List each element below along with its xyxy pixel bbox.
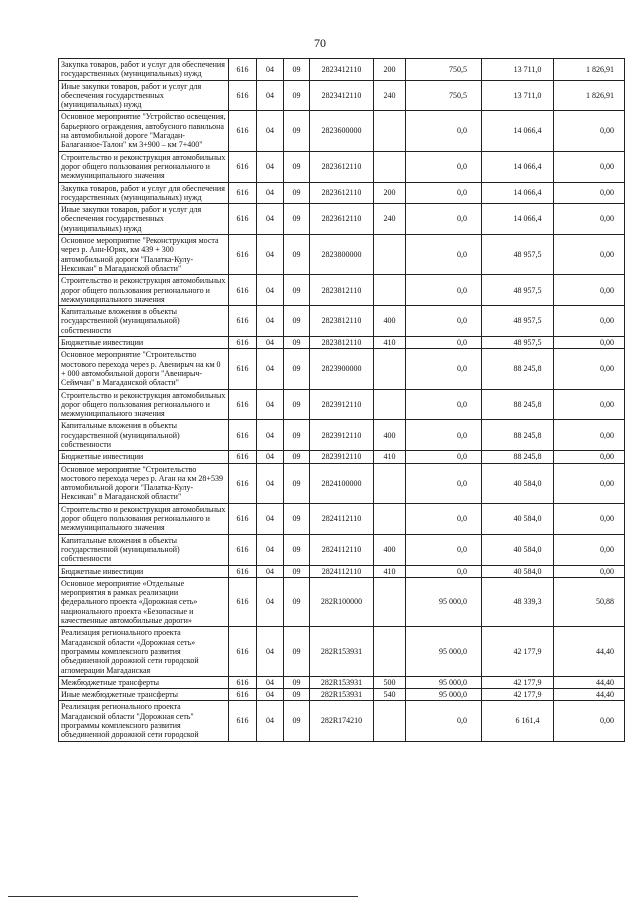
amount-fact-cell: 88 245,8 [482,451,554,463]
table-row [59,59,625,81]
amount-plan-cell: 95 000,0 [406,577,482,626]
percent-cell: 44,40 [554,627,625,676]
row-name-cell: Капитальные вложения в объекты государственной (муниципальной) собственности [59,306,229,337]
amount-plan-cell: 0,0 [406,565,482,577]
table-row [59,451,625,463]
amount-plan-cell: 0,0 [406,420,482,451]
page-bottom-rule [8,896,358,897]
subsection-code-cell: 09 [284,565,310,577]
amount-plan-cell: 750,5 [406,80,482,111]
target-article-cell: 2824100000 [310,463,374,503]
expense-type-cell [374,627,406,676]
subsection-code-cell: 09 [284,701,310,741]
target-article-cell: 2823812110 [310,306,374,337]
amount-fact-cell: 48 957,5 [482,306,554,337]
section-code-cell: 04 [257,565,284,577]
section-code-cell: 04 [257,503,284,534]
table-row [59,182,625,204]
admin-code-cell: 616 [229,306,257,337]
expense-type-cell: 410 [374,337,406,349]
table-row [59,349,625,389]
amount-fact-cell: 88 245,8 [482,349,554,389]
target-article-cell: 2823812110 [310,337,374,349]
amount-fact-cell: 40 584,0 [482,534,554,565]
admin-code-cell: 616 [229,565,257,577]
row-name-cell: Закупка товаров, работ и услуг для обеспечения государственных (муниципальных) нужд [59,59,229,81]
row-name-cell: Иные межбюджетные трансферты [59,689,229,701]
subsection-code-cell: 09 [284,676,310,688]
section-code-cell: 04 [257,627,284,676]
expense-type-cell: 400 [374,306,406,337]
row-name-cell: Капитальные вложения в объекты государственной (муниципальной) собственности [59,420,229,451]
expense-type-cell: 540 [374,689,406,701]
percent-cell: 0,00 [554,389,625,420]
subsection-code-cell: 09 [284,59,310,81]
admin-code-cell: 616 [229,204,257,235]
row-name-cell: Основное мероприятие "Реконструкция моста через р. Анн-Юрях, км 439 + 300 автомобильной дороги "Палатка-Кулу-Нексикан" в Магаданской области" [59,235,229,275]
target-article-cell: 2823600000 [310,111,374,151]
table-row [59,389,625,420]
admin-code-cell: 616 [229,59,257,81]
amount-plan-cell: 750,5 [406,59,482,81]
subsection-code-cell: 09 [284,389,310,420]
admin-code-cell: 616 [229,182,257,204]
percent-cell: 0,00 [554,463,625,503]
table-row [59,577,625,626]
subsection-code-cell: 09 [284,337,310,349]
admin-code-cell: 616 [229,275,257,306]
section-code-cell: 04 [257,337,284,349]
amount-fact-cell: 48 339,3 [482,577,554,626]
subsection-code-cell: 09 [284,503,310,534]
subsection-code-cell: 09 [284,151,310,182]
section-code-cell: 04 [257,59,284,81]
amount-fact-cell: 42 177,9 [482,627,554,676]
target-article-cell: 2823612110 [310,151,374,182]
subsection-code-cell: 09 [284,111,310,151]
admin-code-cell: 616 [229,80,257,111]
amount-fact-cell: 14 066,4 [482,111,554,151]
row-name-cell: Межбюджетные трансферты [59,676,229,688]
table-row [59,151,625,182]
amount-plan-cell: 0,0 [406,275,482,306]
target-article-cell: 282R153931 [310,627,374,676]
budget-table [58,58,625,742]
page-number: 70 [314,36,326,50]
amount-plan-cell: 0,0 [406,389,482,420]
target-article-cell: 282R174210 [310,701,374,741]
row-name-cell: Основное мероприятие "Строительство мостового перехода через р. Авенирыч на км 0 + 000 автомобильной дороги "Авенирыч-Сеймчан" в Магаданской области" [59,349,229,389]
admin-code-cell: 616 [229,463,257,503]
amount-fact-cell: 40 584,0 [482,503,554,534]
expense-type-cell: 500 [374,676,406,688]
expense-type-cell: 240 [374,204,406,235]
amount-fact-cell: 88 245,8 [482,389,554,420]
section-code-cell: 04 [257,349,284,389]
amount-fact-cell: 48 957,5 [482,235,554,275]
amount-plan-cell: 0,0 [406,503,482,534]
expense-type-cell [374,349,406,389]
target-article-cell: 2823412110 [310,59,374,81]
amount-fact-cell: 13 711,0 [482,59,554,81]
amount-plan-cell: 0,0 [406,204,482,235]
section-code-cell: 04 [257,111,284,151]
percent-cell: 0,00 [554,235,625,275]
admin-code-cell: 616 [229,577,257,626]
section-code-cell: 04 [257,275,284,306]
admin-code-cell: 616 [229,503,257,534]
expense-type-cell [374,151,406,182]
percent-cell: 44,40 [554,676,625,688]
percent-cell: 0,00 [554,306,625,337]
amount-fact-cell: 14 066,4 [482,151,554,182]
expense-type-cell: 200 [374,59,406,81]
percent-cell: 0,00 [554,701,625,741]
expense-type-cell [374,463,406,503]
amount-plan-cell: 0,0 [406,451,482,463]
row-name-cell: Бюджетные инвестиции [59,337,229,349]
target-article-cell: 282R100000 [310,577,374,626]
amount-fact-cell: 14 066,4 [482,204,554,235]
row-name-cell: Строительство и реконструкция автомобильных дорог общего пользования регионального и межмуниципального значения [59,503,229,534]
percent-cell: 0,00 [554,151,625,182]
subsection-code-cell: 09 [284,689,310,701]
expense-type-cell [374,235,406,275]
admin-code-cell: 616 [229,337,257,349]
amount-fact-cell: 6 161,4 [482,701,554,741]
target-article-cell: 2823912110 [310,451,374,463]
table-row [59,111,625,151]
amount-plan-cell: 0,0 [406,463,482,503]
row-name-cell: Иные закупки товаров, работ и услуг для обеспечения государственных (муниципальных) нужд [59,204,229,235]
amount-fact-cell: 48 957,5 [482,337,554,349]
expense-type-cell: 200 [374,182,406,204]
section-code-cell: 04 [257,451,284,463]
percent-cell: 44,40 [554,689,625,701]
admin-code-cell: 616 [229,235,257,275]
subsection-code-cell: 09 [284,577,310,626]
amount-plan-cell: 95 000,0 [406,676,482,688]
section-code-cell: 04 [257,534,284,565]
section-code-cell: 04 [257,676,284,688]
amount-fact-cell: 14 066,4 [482,182,554,204]
percent-cell: 0,00 [554,565,625,577]
table-row [59,701,625,741]
target-article-cell: 2823912110 [310,420,374,451]
target-article-cell: 2824112110 [310,503,374,534]
admin-code-cell: 616 [229,389,257,420]
amount-fact-cell: 13 711,0 [482,80,554,111]
amount-fact-cell: 88 245,8 [482,420,554,451]
amount-plan-cell: 0,0 [406,182,482,204]
table-row [59,337,625,349]
amount-plan-cell: 0,0 [406,349,482,389]
expense-type-cell [374,111,406,151]
table-row [59,235,625,275]
expense-type-cell [374,389,406,420]
row-name-cell: Строительство и реконструкция автомобильных дорог общего пользования регионального и межмуниципального значения [59,151,229,182]
admin-code-cell: 616 [229,701,257,741]
table-row [59,463,625,503]
table-row [59,306,625,337]
section-code-cell: 04 [257,151,284,182]
percent-cell: 50,88 [554,577,625,626]
row-name-cell: Бюджетные инвестиции [59,565,229,577]
expense-type-cell [374,503,406,534]
amount-plan-cell: 0,0 [406,534,482,565]
expense-type-cell [374,275,406,306]
expense-type-cell [374,577,406,626]
expense-type-cell: 400 [374,534,406,565]
target-article-cell: 282R153931 [310,676,374,688]
percent-cell: 1 826,91 [554,59,625,81]
percent-cell: 0,00 [554,182,625,204]
percent-cell: 0,00 [554,534,625,565]
table-row [59,275,625,306]
target-article-cell: 2824112110 [310,565,374,577]
percent-cell: 1 826,91 [554,80,625,111]
percent-cell: 0,00 [554,349,625,389]
row-name-cell: Капитальные вложения в объекты государственной (муниципальной) собственности [59,534,229,565]
target-article-cell: 2823612110 [310,182,374,204]
section-code-cell: 04 [257,306,284,337]
subsection-code-cell: 09 [284,306,310,337]
row-name-cell: Бюджетные инвестиции [59,451,229,463]
subsection-code-cell: 09 [284,182,310,204]
row-name-cell: Основное мероприятие «Отдельные мероприятия в рамках реализации федерального проекта «Дорожная сеть» национального проекта «Безопасные и качественные автомобильные дороги» [59,577,229,626]
subsection-code-cell: 09 [284,204,310,235]
admin-code-cell: 616 [229,151,257,182]
target-article-cell: 2823800000 [310,235,374,275]
row-name-cell: Основное мероприятие "Строительство мостового перехода через р. Аган на км 28+539 автомобильной дороги "Палатка-Кулу-Нексикан" в Магаданской области" [59,463,229,503]
table-row [59,80,625,111]
section-code-cell: 04 [257,80,284,111]
row-name-cell: Реализация регионального проекта Магаданской области "Дорожная сеть" программы комплексного развития объединенной дорожной сети городской [59,701,229,741]
subsection-code-cell: 09 [284,627,310,676]
amount-plan-cell: 95 000,0 [406,689,482,701]
target-article-cell: 2823412110 [310,80,374,111]
expense-type-cell: 400 [374,420,406,451]
section-code-cell: 04 [257,204,284,235]
table-row [59,420,625,451]
table-row [59,689,625,701]
subsection-code-cell: 09 [284,275,310,306]
section-code-cell: 04 [257,463,284,503]
expense-type-cell [374,701,406,741]
amount-plan-cell: 95 000,0 [406,627,482,676]
expense-type-cell: 240 [374,80,406,111]
table-row [59,204,625,235]
table-row [59,565,625,577]
section-code-cell: 04 [257,689,284,701]
target-article-cell: 2823912110 [310,389,374,420]
table-row [59,676,625,688]
amount-fact-cell: 40 584,0 [482,565,554,577]
admin-code-cell: 616 [229,676,257,688]
subsection-code-cell: 09 [284,235,310,275]
expense-type-cell: 410 [374,565,406,577]
amount-fact-cell: 42 177,9 [482,676,554,688]
subsection-code-cell: 09 [284,451,310,463]
row-name-cell: Основное мероприятие "Устройство освещения, барьерного ограждения, автобусного павильона на автомобильной дороге "Магадан-Балаганное-Талон" км 3+900 – км 7+400" [59,111,229,151]
target-article-cell: 2823900000 [310,349,374,389]
admin-code-cell: 616 [229,420,257,451]
percent-cell: 0,00 [554,337,625,349]
amount-plan-cell: 0,0 [406,111,482,151]
amount-plan-cell: 0,0 [406,235,482,275]
table-row [59,503,625,534]
percent-cell: 0,00 [554,275,625,306]
target-article-cell: 2823812110 [310,275,374,306]
admin-code-cell: 616 [229,451,257,463]
section-code-cell: 04 [257,420,284,451]
section-code-cell: 04 [257,182,284,204]
subsection-code-cell: 09 [284,463,310,503]
amount-fact-cell: 40 584,0 [482,463,554,503]
subsection-code-cell: 09 [284,80,310,111]
percent-cell: 0,00 [554,451,625,463]
row-name-cell: Реализация регионального проекта Магаданской области «Дорожная сеть» программы комплексного развития объединенной дорожной сети городской агломерации Магаданская [59,627,229,676]
row-name-cell: Иные закупки товаров, работ и услуг для обеспечения государственных (муниципальных) нужд [59,80,229,111]
target-article-cell: 282R153931 [310,689,374,701]
expense-type-cell: 410 [374,451,406,463]
amount-plan-cell: 0,0 [406,151,482,182]
subsection-code-cell: 09 [284,534,310,565]
amount-fact-cell: 42 177,9 [482,689,554,701]
amount-plan-cell: 0,0 [406,337,482,349]
admin-code-cell: 616 [229,627,257,676]
target-article-cell: 2823612110 [310,204,374,235]
amount-fact-cell: 48 957,5 [482,275,554,306]
section-code-cell: 04 [257,577,284,626]
amount-plan-cell: 0,0 [406,306,482,337]
table-row [59,627,625,676]
table-row [59,534,625,565]
percent-cell: 0,00 [554,204,625,235]
percent-cell: 0,00 [554,420,625,451]
admin-code-cell: 616 [229,111,257,151]
percent-cell: 0,00 [554,503,625,534]
subsection-code-cell: 09 [284,420,310,451]
admin-code-cell: 616 [229,349,257,389]
row-name-cell: Строительство и реконструкция автомобильных дорог общего пользования регионального и межмуниципального значения [59,389,229,420]
row-name-cell: Закупка товаров, работ и услуг для обеспечения государственных (муниципальных) нужд [59,182,229,204]
amount-plan-cell: 0,0 [406,701,482,741]
percent-cell: 0,00 [554,111,625,151]
section-code-cell: 04 [257,701,284,741]
admin-code-cell: 616 [229,689,257,701]
section-code-cell: 04 [257,235,284,275]
target-article-cell: 2824112110 [310,534,374,565]
subsection-code-cell: 09 [284,349,310,389]
row-name-cell: Строительство и реконструкция автомобильных дорог общего пользования регионального и межмуниципального значения [59,275,229,306]
section-code-cell: 04 [257,389,284,420]
admin-code-cell: 616 [229,534,257,565]
